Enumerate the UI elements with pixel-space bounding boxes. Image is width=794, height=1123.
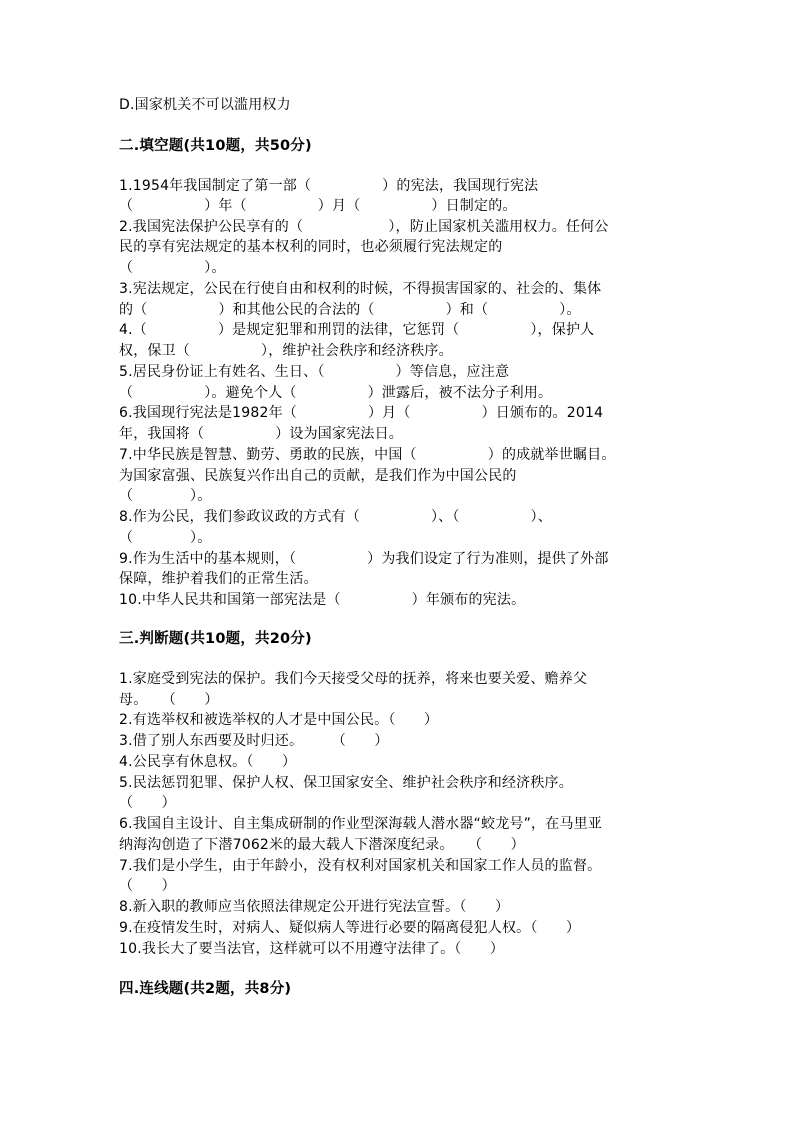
option-d-text: D.国家机关不可以滥用权力 [119, 97, 291, 113]
question-line: 7.我们是小学生，由于年龄小，没有权利对国家机关和国家工作人员的监督。 [119, 858, 602, 874]
question-line: 2.我国宪法保护公民享有的（ ），防止国家机关滥用权力。任何公 [119, 219, 609, 235]
section-3-heading: 三.判断题(共10题，共20分) [119, 631, 312, 647]
question-line: 9.作为生活中的基本规则，（ ）为我们设定了行为准则，提供了外部 [119, 551, 609, 567]
question-line: 9.在疫情发生时，对病人、疑似病人等进行必要的隔离侵犯人权。（ ） [119, 920, 581, 936]
question-line: （ ）年（ ）月（ ）日制定的。 [119, 198, 517, 214]
question-line: 10.我长大了要当法官，这样就可以不用遵守法律了。（ ） [119, 941, 505, 957]
question-line: 民的享有宪法规定的基本权利的同时，也必须履行宪法规定的 [119, 239, 503, 255]
question-line: 纳海沟创造了下潜7062米的最大载人下潜深度纪录。 （ ） [119, 837, 525, 853]
question-line: （ ）。避免个人（ ）泄露后，被不法分子利用。 [119, 385, 553, 401]
section-4-heading: 四.连线题(共2题，共8分) [119, 981, 292, 997]
question-line: 1.家庭受到宪法的保护。我们今天接受父母的抚养，将来也要关爱、赡养父 [119, 671, 588, 687]
question-line: 5.居民身份证上有姓名、生日、（ ）等信息，应注意 [119, 364, 510, 380]
question-line: 3.宪法规定，公民在行使自由和权利的时候，不得损害国家的、社会的、集体 [119, 281, 602, 297]
question-line: 8.作为公民，我们参政议政的方式有（ ）、（ ）、 [119, 509, 552, 525]
question-line: （ ） [119, 795, 176, 811]
question-line: 5.民法惩罚犯罪、保护人权、保卫国家安全、维护社会秩序和经济秩序。 [119, 775, 573, 791]
question-line: （ ）。 [119, 488, 212, 504]
question-line: （ ） [119, 878, 176, 894]
question-line: 7.中华民族是智慧、勤劳、勇敢的民族，中国（ ）的成就举世瞩目。 [119, 447, 616, 463]
question-line: 2.有选举权和被选举权的人才是中国公民。（ ） [119, 712, 439, 728]
question-line: 母。 （ ） [119, 692, 219, 708]
question-line: 4.公民享有休息权。（ ） [119, 754, 297, 770]
question-line: 的（ ）和其他公民的合法的（ ）和（ ）。 [119, 302, 581, 318]
question-line: 3.借了别人东西要及时归还。 （ ） [119, 733, 389, 749]
question-line: 年，我国将（ ）设为国家宪法日。 [119, 426, 403, 442]
question-line: 6.我国自主设计、自主集成研制的作业型深海载人潜水器“蛟龙号”，在马里亚 [119, 816, 603, 832]
question-line: 4.（ ）是规定犯罪和刑罚的法律，它惩罚（ ），保护人 [119, 322, 595, 338]
question-line: （ ）。 [119, 260, 226, 276]
question-line: 10.中华人民共和国第一部宪法是（ ）年颁布的宪法。 [119, 592, 526, 608]
question-line: 权，保卫（ ），维护社会秩序和经济秩序。 [119, 343, 453, 359]
section-2-heading: 二.填空题(共10题，共50分) [119, 138, 312, 154]
question-line: 1.1954年我国制定了第一部（ ）的宪法，我国现行宪法 [119, 178, 539, 194]
question-line: 8.新入职的教师应当依照法律规定公开进行宪法宣誓。（ ） [119, 899, 510, 915]
question-line: 6.我国现行宪法是1982年（ ）月（ ）日颁布的。2014 [119, 405, 604, 421]
question-line: 为国家富强、民族复兴作出自己的贡献，是我们作为中国公民的 [119, 468, 517, 484]
question-line: 保障，维护着我们的正常生活。 [119, 571, 318, 587]
question-line: （ ）。 [119, 530, 212, 546]
